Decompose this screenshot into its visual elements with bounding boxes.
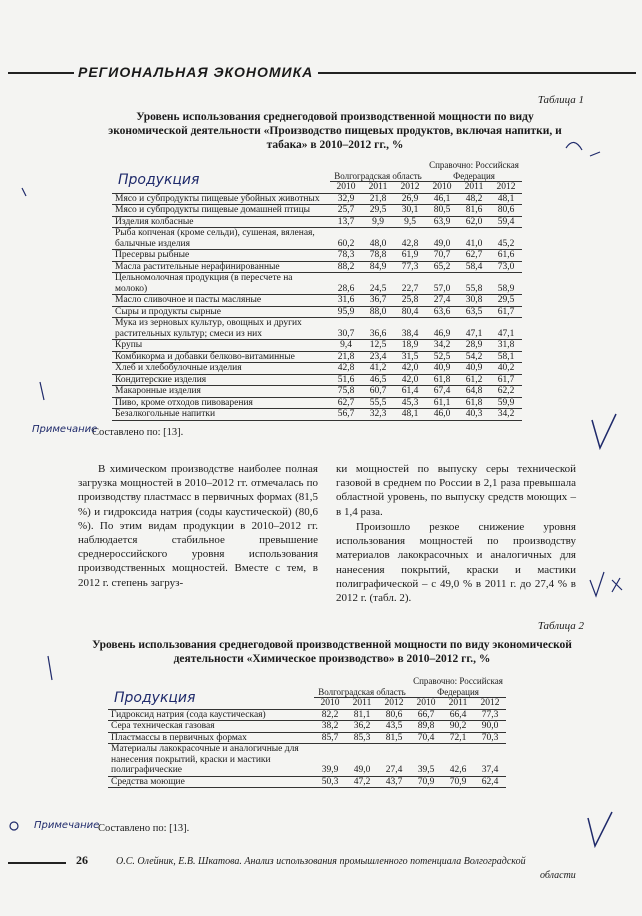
value-cell: 21,8 — [362, 193, 394, 205]
table1-source: Составлено по: [13]. — [92, 427, 184, 438]
value-cell: 13,7 — [330, 216, 362, 228]
value-cell: 37,4 — [474, 744, 506, 777]
value-cell: 78,8 — [362, 250, 394, 262]
body-text-right-1: ки мощностей по выпуску серы технической газовой в среднем по России в 2,1 раза превышала областной уровень, по выпуску средств моющих – в 1,4 раза. — [336, 463, 576, 518]
handwritten-primechanie-2: Примечание — [34, 820, 100, 831]
header-rule-right — [318, 72, 636, 74]
value-cell: 62,7 — [330, 397, 362, 409]
header-rule-left — [8, 72, 74, 74]
value-cell: 81,5 — [378, 732, 410, 744]
handwritten-primechanie-1: Примечание — [32, 424, 98, 435]
value-cell: 63,6 — [426, 306, 458, 318]
value-cell: 50,3 — [314, 776, 346, 788]
value-cell: 18,9 — [394, 340, 426, 352]
value-cell: 81,6 — [458, 205, 490, 217]
value-cell: 80,5 — [426, 205, 458, 217]
value-cell: 61,7 — [490, 306, 522, 318]
table-row — [112, 409, 522, 421]
table-row — [108, 776, 506, 788]
year-cell: 2011 — [442, 698, 474, 710]
row-label: Крупы — [112, 340, 330, 352]
value-cell: 41,2 — [362, 363, 394, 375]
value-cell: 73,0 — [490, 261, 522, 273]
value-cell: 77,3 — [394, 261, 426, 273]
footer-citation-2: области — [540, 870, 576, 881]
section-title: РЕГИОНАЛЬНАЯ ЭКОНОМИКА — [78, 64, 314, 80]
value-cell: 70,9 — [410, 776, 442, 788]
table1-label: Таблица 1 — [537, 94, 584, 106]
value-cell: 42,8 — [394, 228, 426, 250]
table-row — [112, 374, 522, 386]
year-cell: 2012 — [394, 182, 426, 194]
body-text-left: В химическом производстве наиболее полная загрузка мощностей в 2010–2012 гг. отмечалась по производству пластмасс в первичных формах (81,5 %) и гидроксида натрия (соды каустической) (80,6 %). По этим видам продукции в 2010–2012 гг. наблюдается стабильное превышение среднероссийского уровня использования производственных мощностей. Вместе с тем, в 2012 г. степень загруз- — [78, 463, 318, 589]
value-cell: 32,3 — [362, 409, 394, 421]
value-cell: 25,8 — [394, 295, 426, 307]
table1-title: Уровень использования среднегодовой производственной мощности по виду экономической деятельности «Производство пищевых продуктов, включая напитки, и табака» в 2010–2012 гг., % — [108, 111, 562, 151]
value-cell: 9,9 — [362, 216, 394, 228]
value-cell: 80,4 — [394, 306, 426, 318]
table-row — [108, 732, 506, 744]
value-cell: 95,9 — [330, 306, 362, 318]
value-cell: 58,4 — [458, 261, 490, 273]
value-cell: 61,4 — [394, 386, 426, 398]
row-label: Изделия колбасные — [112, 216, 330, 228]
value-cell: 36,7 — [362, 295, 394, 307]
value-cell: 31,6 — [330, 295, 362, 307]
footer-rule — [8, 862, 66, 864]
table-row — [112, 273, 522, 295]
table-row — [112, 318, 522, 340]
value-cell: 41,0 — [458, 228, 490, 250]
row-label: Пластмассы в первичных формах — [108, 732, 314, 744]
value-cell: 52,5 — [426, 351, 458, 363]
value-cell: 25,7 — [330, 205, 362, 217]
value-cell: 42,0 — [394, 363, 426, 375]
row-label: Хлеб и хлебобулочные изделия — [112, 363, 330, 375]
value-cell: 43,7 — [378, 776, 410, 788]
value-cell: 61,1 — [426, 397, 458, 409]
table-row — [108, 709, 506, 721]
value-cell: 48,1 — [394, 409, 426, 421]
value-cell: 62,7 — [458, 250, 490, 262]
value-cell: 70,4 — [410, 732, 442, 744]
value-cell: 30,1 — [394, 205, 426, 217]
row-label: Сера техническая газовая — [108, 721, 314, 733]
value-cell: 34,2 — [426, 340, 458, 352]
value-cell: 56,7 — [330, 409, 362, 421]
value-cell: 45,3 — [394, 397, 426, 409]
table1-header-region: Волгоградская область — [330, 160, 426, 182]
value-cell: 40,9 — [426, 363, 458, 375]
value-cell: 49,0 — [426, 228, 458, 250]
table-row — [112, 363, 522, 375]
table-row — [112, 397, 522, 409]
value-cell: 29,5 — [490, 295, 522, 307]
row-label: Пиво, кроме отходов пивоварения — [112, 397, 330, 409]
value-cell: 67,4 — [426, 386, 458, 398]
table-row — [112, 228, 522, 250]
value-cell: 38,2 — [314, 721, 346, 733]
row-label: Масло сливочное и пасты масляные — [112, 295, 330, 307]
footer-citation: О.С. Олейник, Е.В. Шкатова. Анализ использования промышленного потенциала Волгоградской — [116, 856, 526, 867]
value-cell: 59,9 — [490, 397, 522, 409]
value-cell: 43,5 — [378, 721, 410, 733]
value-cell: 9,5 — [394, 216, 426, 228]
value-cell: 63,9 — [426, 216, 458, 228]
value-cell: 29,5 — [362, 205, 394, 217]
value-cell: 85,3 — [346, 732, 378, 744]
value-cell: 66,7 — [410, 709, 442, 721]
value-cell: 32,9 — [330, 193, 362, 205]
value-cell: 42,8 — [330, 363, 362, 375]
year-cell: 2012 — [378, 698, 410, 710]
value-cell: 78,3 — [330, 250, 362, 262]
value-cell: 27,4 — [426, 295, 458, 307]
value-cell: 80,6 — [490, 205, 522, 217]
value-cell: 88,0 — [362, 306, 394, 318]
value-cell: 65,2 — [426, 261, 458, 273]
value-cell: 62,4 — [474, 776, 506, 788]
value-cell: 21,8 — [330, 351, 362, 363]
value-cell: 88,2 — [330, 261, 362, 273]
value-cell: 75,8 — [330, 386, 362, 398]
value-cell: 66,4 — [442, 709, 474, 721]
value-cell: 31,8 — [490, 340, 522, 352]
value-cell: 9,4 — [330, 340, 362, 352]
row-label: Макаронные изделия — [112, 386, 330, 398]
table-row — [112, 386, 522, 398]
value-cell: 61,2 — [458, 374, 490, 386]
value-cell: 46,5 — [362, 374, 394, 386]
value-cell: 62,2 — [490, 386, 522, 398]
value-cell: 40,2 — [490, 363, 522, 375]
row-label: Масла растительные нерафинированные — [112, 261, 330, 273]
table-row — [112, 250, 522, 262]
value-cell: 84,9 — [362, 261, 394, 273]
value-cell: 63,5 — [458, 306, 490, 318]
value-cell: 70,9 — [442, 776, 474, 788]
value-cell: 46,9 — [426, 318, 458, 340]
table-row — [112, 351, 522, 363]
value-cell: 24,5 — [362, 273, 394, 295]
value-cell: 22,7 — [394, 273, 426, 295]
value-cell: 34,2 — [490, 409, 522, 421]
value-cell: 40,3 — [458, 409, 490, 421]
value-cell: 77,3 — [474, 709, 506, 721]
value-cell: 61,8 — [426, 374, 458, 386]
value-cell: 80,6 — [378, 709, 410, 721]
value-cell: 61,8 — [458, 397, 490, 409]
value-cell: 36,2 — [346, 721, 378, 733]
value-cell: 55,8 — [458, 273, 490, 295]
row-label: Комбикорма и добавки белково-витаминные — [112, 351, 330, 363]
row-label: Гидроксид натрия (сода каустическая) — [108, 709, 314, 721]
value-cell: 38,4 — [394, 318, 426, 340]
value-cell: 26,9 — [394, 193, 426, 205]
row-label: Материалы лакокрасочные и аналогичные для нанесения покрытий, краски и мастики полиграфические — [108, 744, 314, 777]
table-row — [108, 744, 506, 777]
value-cell: 31,5 — [394, 351, 426, 363]
value-cell: 57,0 — [426, 273, 458, 295]
year-cell: 2011 — [346, 698, 378, 710]
value-cell: 70,3 — [474, 732, 506, 744]
row-label: Средства моющие — [108, 776, 314, 788]
row-label: Мясо и субпродукты пищевые домашней птицы — [112, 205, 330, 217]
value-cell: 90,0 — [474, 721, 506, 733]
value-cell: 47,1 — [458, 318, 490, 340]
value-cell: 12,5 — [362, 340, 394, 352]
value-cell: 72,1 — [442, 732, 474, 744]
table2-title: Уровень использования среднегодовой производственной мощности по виду экономической деятельности «Химическое производство» в 2010–2012 гг., % — [92, 639, 572, 665]
table-row — [112, 340, 522, 352]
row-label: Кондитерские изделия — [112, 374, 330, 386]
value-cell: 55,5 — [362, 397, 394, 409]
table-row — [112, 205, 522, 217]
table1-years-row — [112, 182, 522, 194]
year-cell: 2010 — [410, 698, 442, 710]
value-cell: 28,6 — [330, 273, 362, 295]
body-text-right-2: Произошло резкое снижение уровня использования мощностей по производству материалов лакокрасочных и аналогичных для нанесения покрытий, краски и мастики полиграфической – с 49,0 % в 2011 г. до 27,4 % в 2012 г. (табл. 2). — [336, 521, 576, 605]
row-label: Безалкогольные напитки — [112, 409, 330, 421]
value-cell: 45,2 — [490, 228, 522, 250]
value-cell: 23,4 — [362, 351, 394, 363]
row-label: Рыба копченая (кроме сельди), сушеная, вяленая, балычные изделия — [112, 228, 330, 250]
handwritten-produkcia-2: Продукция — [114, 690, 196, 706]
year-cell: 2010 — [330, 182, 362, 194]
year-cell: 2010 — [314, 698, 346, 710]
year-cell: 2010 — [426, 182, 458, 194]
value-cell: 36,6 — [362, 318, 394, 340]
value-cell: 46,1 — [426, 193, 458, 205]
value-cell: 61,7 — [490, 374, 522, 386]
value-cell: 62,0 — [458, 216, 490, 228]
table2-years-row — [108, 698, 506, 710]
table2 — [108, 676, 506, 788]
year-cell: 2012 — [490, 182, 522, 194]
value-cell: 28,9 — [458, 340, 490, 352]
value-cell: 61,9 — [394, 250, 426, 262]
year-cell: 2011 — [362, 182, 394, 194]
value-cell: 47,1 — [490, 318, 522, 340]
value-cell: 42,0 — [394, 374, 426, 386]
table1-header-rf: Справочно: Российская Федерация — [426, 160, 522, 182]
row-label: Сыры и продукты сырные — [112, 306, 330, 318]
page-number: 26 — [76, 853, 88, 867]
row-label: Цельномолочная продукция (в пересчете на молоко) — [112, 273, 330, 295]
table-row — [112, 216, 522, 228]
value-cell: 58,9 — [490, 273, 522, 295]
row-label: Мука из зерновых культур, овощных и других растительных культур; смеси из них — [112, 318, 330, 340]
table-row — [112, 306, 522, 318]
value-cell: 59,4 — [490, 216, 522, 228]
row-label: Пресервы рыбные — [112, 250, 330, 262]
table2-source: Составлено по: [13]. — [98, 823, 190, 834]
value-cell: 30,7 — [330, 318, 362, 340]
handwritten-produkcia-1: Продукция — [118, 172, 200, 188]
value-cell: 90,2 — [442, 721, 474, 733]
value-cell: 49,0 — [346, 744, 378, 777]
value-cell: 81,1 — [346, 709, 378, 721]
table-row — [112, 193, 522, 205]
value-cell: 58,1 — [490, 351, 522, 363]
year-cell: 2012 — [474, 698, 506, 710]
table2-header-rf: Справочно: Российская Федерация — [410, 676, 506, 698]
value-cell: 48,0 — [362, 228, 394, 250]
value-cell: 64,8 — [458, 386, 490, 398]
value-cell: 39,5 — [410, 744, 442, 777]
value-cell: 48,2 — [458, 193, 490, 205]
value-cell: 40,9 — [458, 363, 490, 375]
value-cell: 47,2 — [346, 776, 378, 788]
value-cell: 54,2 — [458, 351, 490, 363]
row-label: Мясо и субпродукты пищевые убойных животных — [112, 193, 330, 205]
table1 — [112, 160, 522, 421]
table2-label: Таблица 2 — [537, 620, 584, 632]
value-cell: 61,6 — [490, 250, 522, 262]
value-cell: 51,6 — [330, 374, 362, 386]
value-cell: 27,4 — [378, 744, 410, 777]
table-row — [112, 261, 522, 273]
value-cell: 60,7 — [362, 386, 394, 398]
value-cell: 46,0 — [426, 409, 458, 421]
value-cell: 30,8 — [458, 295, 490, 307]
table-row — [112, 295, 522, 307]
value-cell: 85,7 — [314, 732, 346, 744]
value-cell: 60,2 — [330, 228, 362, 250]
value-cell: 82,2 — [314, 709, 346, 721]
value-cell: 89,8 — [410, 721, 442, 733]
value-cell: 39,9 — [314, 744, 346, 777]
value-cell: 42,6 — [442, 744, 474, 777]
table-row — [108, 721, 506, 733]
year-cell: 2011 — [458, 182, 490, 194]
value-cell: 48,1 — [490, 193, 522, 205]
table2-header-region: Волгоградская область — [314, 676, 410, 698]
value-cell: 70,7 — [426, 250, 458, 262]
